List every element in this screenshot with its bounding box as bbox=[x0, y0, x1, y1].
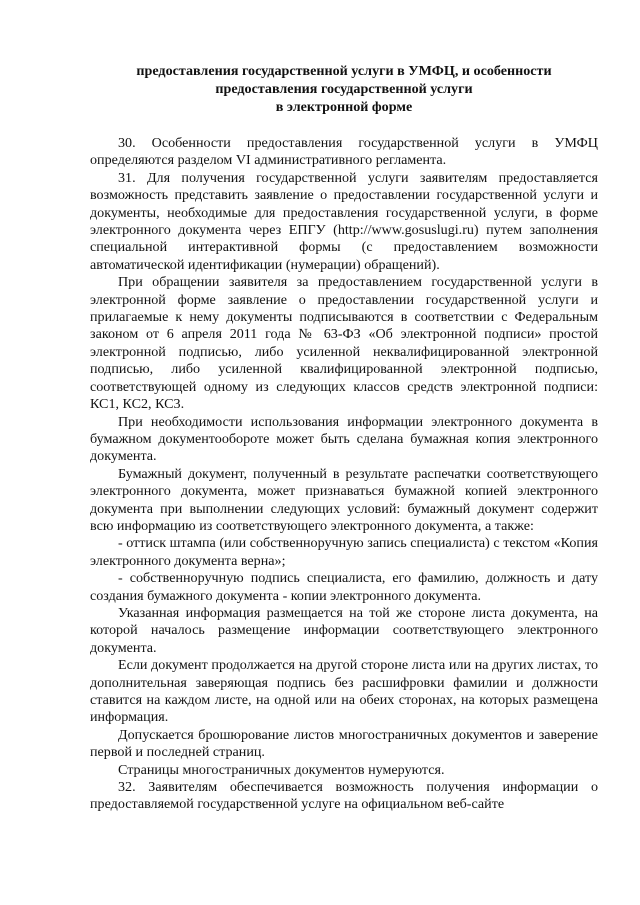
document-page bbox=[90, 62, 598, 814]
section-heading bbox=[90, 62, 598, 116]
paragraph-paper-copy: При необходимости использования информации электронного документа в бумажном документообороте может быть сделана бумажная копия электронного документа. bbox=[90, 413, 598, 465]
list-item-stamp: - оттиск штампа (или собственноручную запись специалиста) с текстом «Копия электронного документа верна»; bbox=[90, 535, 598, 569]
paragraph-continuation: Если документ продолжается на другой стороне листа или на других листах, то дополнительная заверяющая подпись без расшифровки фамилии и должности ставится на каждом листе, на одной или на обеих сторонах, на которых размещена информация. bbox=[90, 657, 598, 726]
heading-line-1: предоставления государственной услуги в УМФЦ, и особенности bbox=[136, 63, 552, 79]
paragraph-31: 31. Для получения государственной услуги заявителям предоставляется возможность представить заявление о предоставлении государственной услуги и документы, необходимые для предоставления государственной услуги, в форме электронного документа через ЕПГУ (http://www.gosuslugi.ru) путем заполнения специальной интерактивной формы (с предоставлением возможности автоматической идентификации (нумерации) обращений). bbox=[90, 169, 598, 273]
paragraph-page-numbering: Страницы многостраничных документов нумеруются. bbox=[118, 761, 445, 778]
list-item-signature: - собственноручную подпись специалиста, его фамилию, должность и дату создания бумажного документа - копии электронного документа. bbox=[90, 570, 598, 604]
heading-line-2: предоставления государственной услуги bbox=[215, 81, 473, 97]
paragraph-binding: Допускается брошюрование листов многостраничных документов и заверение первой и последней страниц. bbox=[90, 726, 598, 761]
paragraph-32: 32. Заявителям обеспечивается возможность получения информации о предоставляемой государственной услуге на официальном веб-сайте bbox=[90, 779, 598, 813]
paragraph-paper-document-conditions: Бумажный документ, полученный в результате распечатки соответствующего электронного документа, может признаваться бумажной копией электронного документа при выполнении следующих условий: бумажный документ содержит всю информацию из соответствующего электронного документа, а также: bbox=[90, 465, 598, 534]
heading-line-3: в электронной форме bbox=[275, 99, 413, 115]
paragraph-information-placement: Указанная информация размещается на той же стороне листа документа, на которой началось размещение информации соответствующего электронного документа. bbox=[90, 604, 598, 656]
paragraph-30: 30. Особенности предоставления государственной услуги в УМФЦ определяются разделом VI административного регламента. bbox=[90, 135, 598, 169]
paragraph-electronic-signature: При обращении заявителя за предоставлением государственной услуги в электронной форме заявление о предоставлении государственной услуги и прилагаемые к нему документы подписываются в соответствии с Федеральным законом от 6 апреля 2011 года № 63-ФЗ «Об электронной подписи» простой электронной подписью, либо усиленной неквалифицированной электронной подписью, либо усиленной квалифицированной электронной подписью, соответствующей одному из следующих классов средств электронной подписи: КС1, КС2, КС3. bbox=[90, 274, 598, 413]
